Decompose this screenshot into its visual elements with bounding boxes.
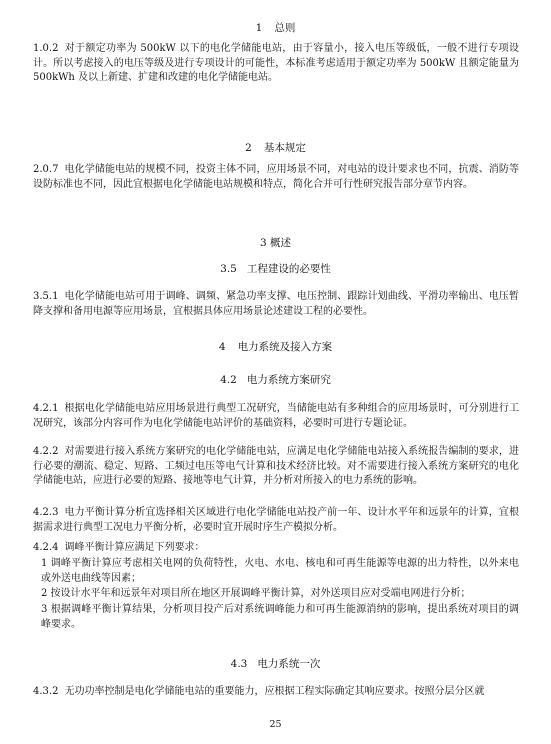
section-title: 电力系统及接入方案 <box>237 341 333 353</box>
clause-text: 电化学储能电站的规模不同，投资主体不同，应用场景不同，对电站的设计要求也不同，抗震、消防等设防标准也不同，因此宜根据电化学储能电站规模和特点，简化合并可行性研究报告部分章节内容。 <box>33 164 519 190</box>
clause-3-5-1 <box>33 290 519 319</box>
clause-4-2-3 <box>33 506 519 535</box>
section-title: 总则 <box>274 22 296 34</box>
section-number: 2 <box>245 142 252 154</box>
clause-4-2-2 <box>33 445 519 489</box>
section-number: 3.5 <box>220 263 237 275</box>
section-heading-3 <box>0 236 551 250</box>
clause-1-0-2 <box>33 42 519 86</box>
section-title: 3 概述 <box>259 237 292 249</box>
section-heading-3-5 <box>0 262 551 276</box>
section-heading-2 <box>0 141 551 155</box>
section-heading-1 <box>0 21 551 35</box>
section-title: 工程建设的必要性 <box>246 263 331 275</box>
clause-4-2-1 <box>33 402 519 431</box>
section-number: 4 <box>218 341 226 353</box>
clause-text: 无功功率控制是电化学储能电站的重要能力，应根据工程实际确定其响应要求。按照分层分区就 <box>64 686 485 697</box>
list-item-1 <box>41 557 519 586</box>
list-item-text: 1 调峰平衡计算应考虑相关电网的负荷特性，火电、水电、核电和可再生能源等电源的出力特性，以外来电或外送电曲线等因素； <box>41 558 519 584</box>
clause-number: 4.3.2 <box>33 686 59 697</box>
section-heading-4-2 <box>0 373 551 387</box>
clause-text: 调峰平衡计算应满足下列要求： <box>64 542 205 553</box>
section-title: 基本规定 <box>263 142 306 154</box>
section-number: 4.2 <box>220 374 237 386</box>
clause-number: 3.5.1 <box>33 291 59 302</box>
section-heading-4 <box>0 340 551 354</box>
clause-number: 4.2.2 <box>33 446 59 457</box>
clause-number: 2.0.7 <box>33 164 59 175</box>
clause-text: 对于额定功率为 500kW 以下的电化学储能电站，由于容量小，接入电压等级低，一般不进行专项设计。所以考虑接入的电压等级及进行专项设计的可能性，本标准考虑适用于额定功率为 500kW 且额定能量为 500kWh 及以上新建、扩建和改建的电化学储能电站。 <box>33 43 519 83</box>
list-item-2 <box>41 587 519 602</box>
section-number: 4.3 <box>230 658 248 670</box>
clause-4-2-4 <box>33 541 519 556</box>
clause-text: 根据电化学储能电站应用场景进行典型工况研究，当储能电站有多种组合的应用场景时，可分别进行工况研究，该部分内容可作为电化学储能电站评价的基础资料，必要时可进行专题论证。 <box>33 403 519 429</box>
section-title: 电力系统方案研究 <box>246 374 331 386</box>
list-item-text: 3 根据调峰平衡计算结果，分析项目投产后对系统调峰能力和可再生能源消纳的影响，提出系统对项目的调峰要求。 <box>41 604 519 630</box>
clause-number: 4.2.1 <box>33 403 59 414</box>
clause-text: 电化学储能电站可用于调峰、调频、紧急功率支撑、电压控制、跟踪计划曲线、平滑功率输出、电压暂降支撑和备用电源等应用场景，宜根据具体应用场景论述建设工程的必要性。 <box>33 291 519 317</box>
clause-number: 1.0.2 <box>33 43 59 54</box>
section-heading-4-3 <box>0 657 551 671</box>
section-number: 1 <box>255 22 263 34</box>
list-item-3 <box>41 603 519 632</box>
clause-text: 电力平衡计算分析宜选择相关区域进行电化学储能电站投产前一年、设计水平年和远景年的计算，宜根据需求进行典型工况电力平衡分析，必要时宜开展时序生产模拟分析。 <box>33 507 519 533</box>
clause-number: 4.2.3 <box>33 507 59 518</box>
clause-2-0-7 <box>33 163 519 192</box>
page-number: 25 <box>269 719 282 730</box>
clause-4-3-2 <box>33 685 519 700</box>
clause-number: 4.2.4 <box>33 542 59 553</box>
list-item-text: 2 按设计水平年和远景年对项目所在地区开展调峰平衡计算，对外送项目应对受端电网进行分析； <box>41 588 471 599</box>
clause-text: 对需要进行接入系统方案研究的电化学储能电站，应满足电化学储能电站接入系统报告编制的要求，进行必要的潮流、稳定、短路、工频过电压等电气计算和技术经济比较。对不需要进行接入系统方案研究的电化学储能电站，应进行必要的短路、接地等电气计算，并分析对所接入的电力系统的影响。 <box>33 446 519 486</box>
section-title: 电力系统一次 <box>257 658 321 670</box>
